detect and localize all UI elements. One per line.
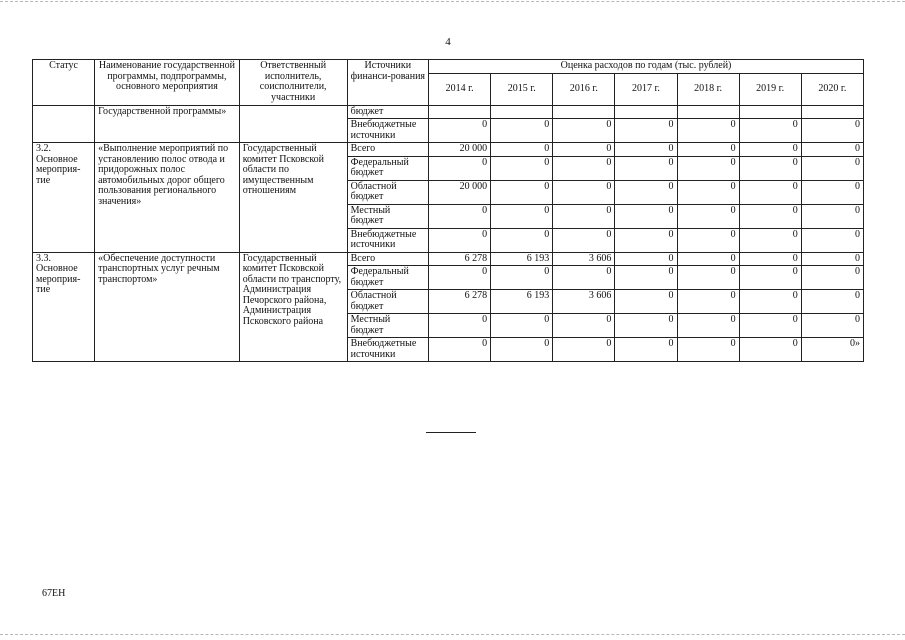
value-cell: 0 [615,290,677,314]
value-cell [801,105,863,119]
value-cell: 0 [429,156,491,180]
value-cell: 0 [429,228,491,252]
value-cell: 0 [801,180,863,204]
value-cell: 0 [429,338,491,362]
value-cell: 0 [801,228,863,252]
header-year: 2020 г. [801,73,863,105]
value-cell: 3 606 [553,290,615,314]
value-cell: 0 [677,119,739,143]
scan-top-edge [0,1,905,2]
table-header [33,60,864,106]
value-cell: 0 [491,266,553,290]
value-cell: 0 [553,228,615,252]
value-cell: 0 [801,252,863,266]
header-estimate: Оценка расходов по годам (тыс. рублей) [429,60,864,74]
value-cell: 0» [801,338,863,362]
header-year: 2018 г. [677,73,739,105]
value-cell: 0 [739,266,801,290]
value-cell: 0 [553,204,615,228]
value-cell: 0 [491,338,553,362]
value-cell: 0 [677,180,739,204]
value-cell: 0 [553,119,615,143]
value-cell: 0 [615,156,677,180]
value-cell: 0 [801,143,863,157]
value-cell: 0 [677,156,739,180]
table-row [33,143,864,157]
value-cell: 6 193 [491,252,553,266]
value-cell: 0 [677,143,739,157]
value-cell: 0 [553,314,615,338]
value-cell: 0 [615,266,677,290]
source-cell: Местный бюджет [347,204,428,228]
expenditure-table [32,59,864,362]
value-cell: 0 [615,180,677,204]
header-responsible: Ответственный исполнитель, соисполнители, участники [239,60,347,106]
value-cell: 0 [429,314,491,338]
value-cell: 0 [491,119,553,143]
value-cell: 0 [491,143,553,157]
value-cell: 0 [739,252,801,266]
value-cell: 0 [739,204,801,228]
value-cell: 0 [801,156,863,180]
responsible-cell [239,105,347,143]
value-cell: 0 [739,119,801,143]
value-cell: 0 [801,266,863,290]
header-name: Наименование государственной программы, подпрограммы, основного мероприятия [95,60,240,106]
value-cell: 0 [677,338,739,362]
table-body [33,105,864,362]
value-cell: 0 [739,290,801,314]
source-cell: Внебюджетные источники [347,338,428,362]
source-cell: Внебюджетные источники [347,228,428,252]
value-cell: 0 [739,314,801,338]
value-cell [553,105,615,119]
value-cell: 0 [801,119,863,143]
value-cell: 0 [615,143,677,157]
end-rule [426,432,476,433]
source-cell: Внебюджетные источники [347,119,428,143]
value-cell: 0 [553,266,615,290]
name-cell: «Обеспечение доступности транспортных услуг речным транспортом» [95,252,240,362]
value-cell [491,105,553,119]
name-cell: «Выполнение мероприятий по установлению полос отвода и придорожных полос автомобильных дорог общего пользования регионального значения» [95,143,240,253]
header-year: 2016 г. [553,73,615,105]
page-number: 4 [445,36,451,48]
value-cell: 0 [615,204,677,228]
value-cell: 0 [615,338,677,362]
value-cell: 6 193 [491,290,553,314]
value-cell: 0 [553,156,615,180]
value-cell: 0 [677,314,739,338]
header-sources: Источники финанси-рования [347,60,428,106]
table-row [33,105,864,119]
value-cell: 0 [429,266,491,290]
value-cell: 0 [615,119,677,143]
value-cell: 0 [491,204,553,228]
header-year: 2015 г. [491,73,553,105]
value-cell: 0 [491,314,553,338]
value-cell: 0 [739,180,801,204]
value-cell: 0 [429,204,491,228]
value-cell: 0 [801,314,863,338]
header-status: Статус [33,60,95,106]
value-cell: 0 [553,143,615,157]
value-cell: 20 000 [429,180,491,204]
responsible-cell: Государственный комитет Псковской области по транспорту, Администрация Печорского района, Администрация Псковского района [239,252,347,362]
source-cell: Всего [347,252,428,266]
value-cell [739,105,801,119]
value-cell: 0 [677,266,739,290]
header-year: 2017 г. [615,73,677,105]
value-cell [677,105,739,119]
value-cell: 0 [801,290,863,314]
value-cell: 6 278 [429,290,491,314]
value-cell: 0 [491,180,553,204]
value-cell: 0 [615,252,677,266]
status-cell [33,105,95,143]
source-cell: Местный бюджет [347,314,428,338]
source-cell: Областной бюджет [347,180,428,204]
document-code: 67ЕН [42,588,66,599]
status-cell: 3.2. Основное мероприя-тие [33,143,95,253]
value-cell: 0 [491,228,553,252]
value-cell: 0 [801,204,863,228]
value-cell: 0 [739,156,801,180]
value-cell: 20 000 [429,143,491,157]
source-cell: Федеральный бюджет [347,156,428,180]
source-cell: Всего [347,143,428,157]
source-cell: Областной бюджет [347,290,428,314]
table-row [33,252,864,266]
value-cell: 0 [677,290,739,314]
header-year: 2014 г. [429,73,491,105]
value-cell: 0 [677,252,739,266]
value-cell: 0 [677,228,739,252]
value-cell: 0 [677,204,739,228]
value-cell [429,105,491,119]
value-cell: 0 [739,228,801,252]
value-cell: 0 [553,180,615,204]
source-cell: бюджет [347,105,428,119]
value-cell: 0 [491,156,553,180]
status-cell: 3.3. Основное мероприя-тие [33,252,95,362]
value-cell: 3 606 [553,252,615,266]
value-cell: 0 [615,314,677,338]
source-cell: Федеральный бюджет [347,266,428,290]
value-cell: 0 [739,338,801,362]
value-cell: 0 [429,119,491,143]
value-cell [615,105,677,119]
responsible-cell: Государственный комитет Псковской области по имущественным отношениям [239,143,347,253]
value-cell: 0 [553,338,615,362]
value-cell: 0 [615,228,677,252]
value-cell: 6 278 [429,252,491,266]
value-cell: 0 [739,143,801,157]
name-cell: Государственной программы» [95,105,240,143]
header-year: 2019 г. [739,73,801,105]
scan-bottom-edge [0,634,905,635]
